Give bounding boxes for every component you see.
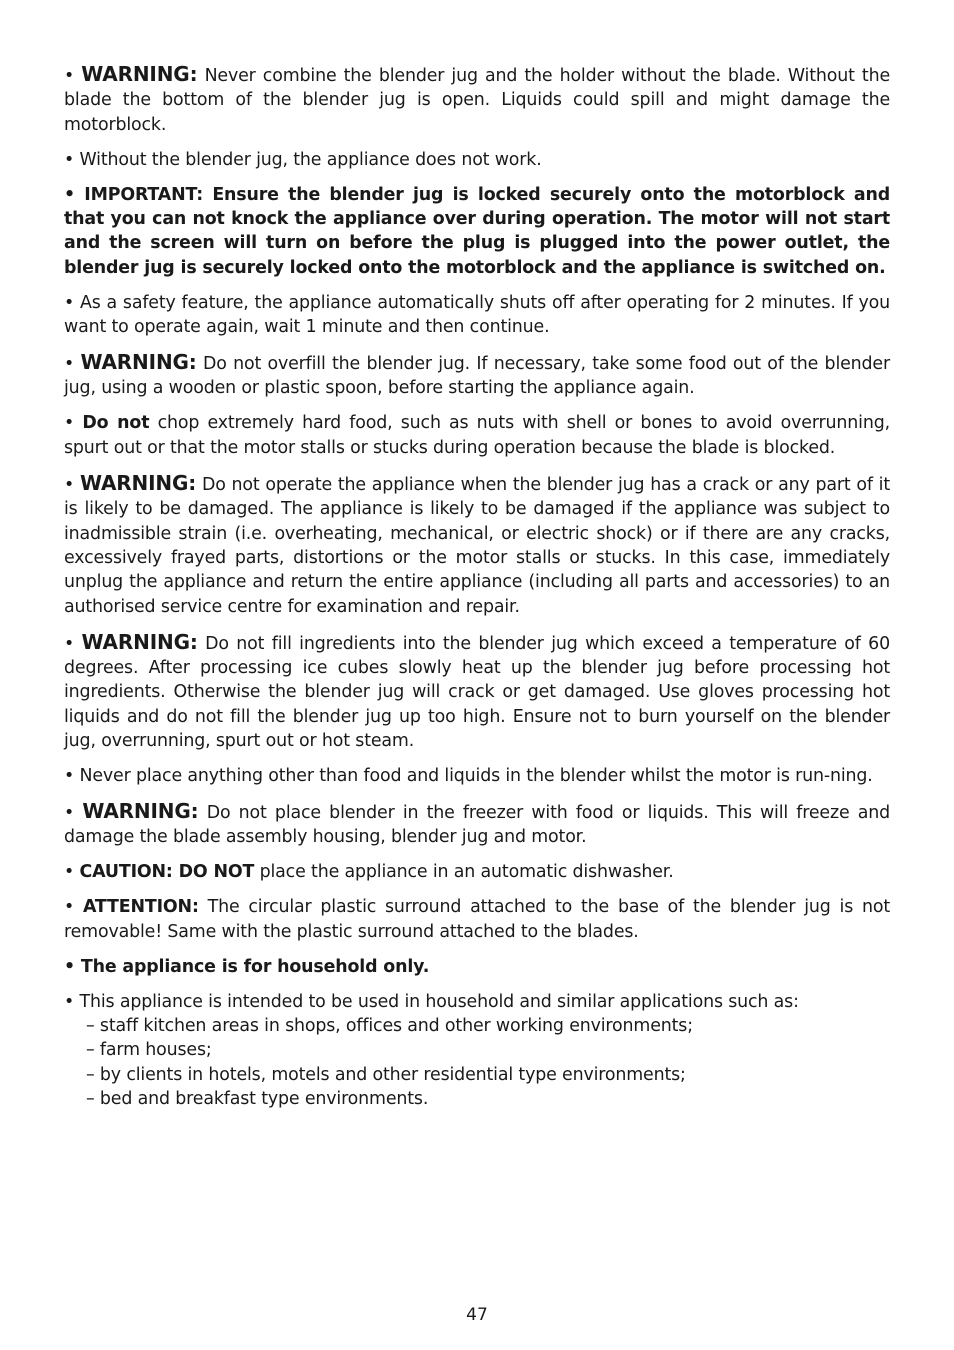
body-text: chop extremely hard food, such as nuts with shell or bones to avoid overrunning, spurt out or that the motor stalls or stucks during operation because the blade is blocked.: [64, 413, 890, 458]
usage-item: – farm houses;: [86, 1040, 212, 1061]
body-text: place the appliance in an automatic dishwasher.: [259, 862, 674, 883]
bullet: •: [64, 474, 75, 495]
body-text: Never place anything other than food and liquids in the blender whilst the motor is run-ning.: [79, 766, 873, 787]
document-body: [64, 62, 890, 1122]
warning-paragraph: [64, 350, 890, 401]
warning-paragraph: [64, 860, 890, 884]
warning-paragraph: [64, 630, 890, 754]
lead-label: CAUTION: DO NOT: [79, 862, 255, 883]
bullet: •: [64, 633, 75, 654]
body-text: As a safety feature, the appliance automatically shuts off after operating for 2 minutes. If you want to operate again, wait 1 minute and then continue.: [64, 292, 891, 338]
bullet: •: [64, 991, 75, 1012]
warning-paragraph: [64, 183, 890, 281]
lead-label: WARNING:: [81, 629, 198, 654]
usage-item: – staff kitchen areas in shops, offices and other working environments;: [86, 1015, 693, 1036]
lead-label: WARNING:: [79, 470, 197, 495]
usage-item: – by clients in hotels, motels and other residential type environments;: [86, 1064, 686, 1085]
body-text: Without the blender jug, the appliance does not work.: [79, 149, 542, 170]
bullet: •: [64, 862, 75, 883]
bullet: •: [64, 184, 75, 205]
bullet: •: [64, 66, 75, 86]
warning-paragraph: [64, 955, 890, 979]
bullet: •: [64, 354, 75, 375]
warning-paragraph: [64, 291, 890, 340]
lead-label: WARNING:: [81, 62, 198, 86]
usage-paragraph: [64, 990, 890, 1112]
page-number: 47: [466, 1305, 488, 1325]
bullet: •: [64, 803, 75, 824]
lead-label: WARNING:: [80, 350, 197, 375]
warning-paragraph: [64, 148, 890, 172]
warning-paragraph: [64, 411, 890, 460]
warning-paragraph: [64, 62, 890, 137]
usage-item: – bed and breakfast type environments.: [86, 1089, 429, 1110]
body-text: Do not operate the appliance when the blender jug has a crack or any part of it is likely to be damaged. The appliance is likely to be damaged if the appliance was subject to inadmissible strain (i.e. overheating, mechanical, or electric shock) or if there are any cracks, excessively frayed parts, distortions or the motor stalls or stucks. In this case, immediately unplug the appliance and return the entire appliance (including all parts and accessories) to an authorised service centre for examination and repair.: [64, 474, 890, 617]
bullet: •: [64, 292, 75, 313]
warning-paragraph: [64, 764, 890, 788]
body-text: Do not fill ingredients into the blender jug which exceed a temperature of 60 degrees. After processing ice cubes slowly heat up the blender jug before processing hot ingredients. Otherwise the blender jug will crack or get damaged. Use gloves processing hot liquids and do not fill the blender jug up too high. Ensure not to burn yourself on the blender jug, overrunning, spurt out or hot steam.: [64, 633, 890, 752]
usage-intro: This appliance is intended to be used in household and similar applications such as:: [79, 991, 799, 1012]
body-text: The circular plastic surround attached to the base of the blender jug is not removable! Same with the plastic surround attached to the blades.: [64, 897, 890, 942]
bullet: •: [64, 897, 75, 918]
bullet: •: [64, 413, 75, 434]
bullet: •: [64, 149, 75, 170]
warning-paragraph: [64, 471, 890, 619]
warning-paragraph: [64, 895, 890, 944]
bold-text: IMPORTANT: Ensure the blender jug is locked securely onto the motorblock and that you can not knock the appliance over during operation. The motor will not start and the screen will turn on before the plug is plugged into the power outlet, the blender jug is securely locked onto the motorblock and the appliance is switched on.: [64, 184, 890, 278]
lead-label: Do not: [82, 413, 150, 434]
body-text: Do not place blender in the freezer with food or liquids. This will freeze and damage the blade assembly housing, blender jug and motor.: [64, 803, 890, 848]
bullet: •: [64, 956, 75, 977]
body-text: Never combine the blender jug and the holder without the blade. Without the blade the bottom of the blender jug is open. Liquids could spill and might damage the motorblock.: [64, 66, 891, 135]
bold-text: The appliance is for household only.: [80, 956, 430, 977]
lead-label: ATTENTION:: [82, 897, 199, 918]
lead-label: WARNING:: [82, 799, 199, 824]
warning-paragraph: [64, 799, 890, 850]
bullet: •: [64, 766, 75, 787]
body-text: Do not overfill the blender jug. If necessary, take some food out of the blender jug, using a wooden or plastic spoon, before starting the appliance again.: [64, 354, 890, 399]
